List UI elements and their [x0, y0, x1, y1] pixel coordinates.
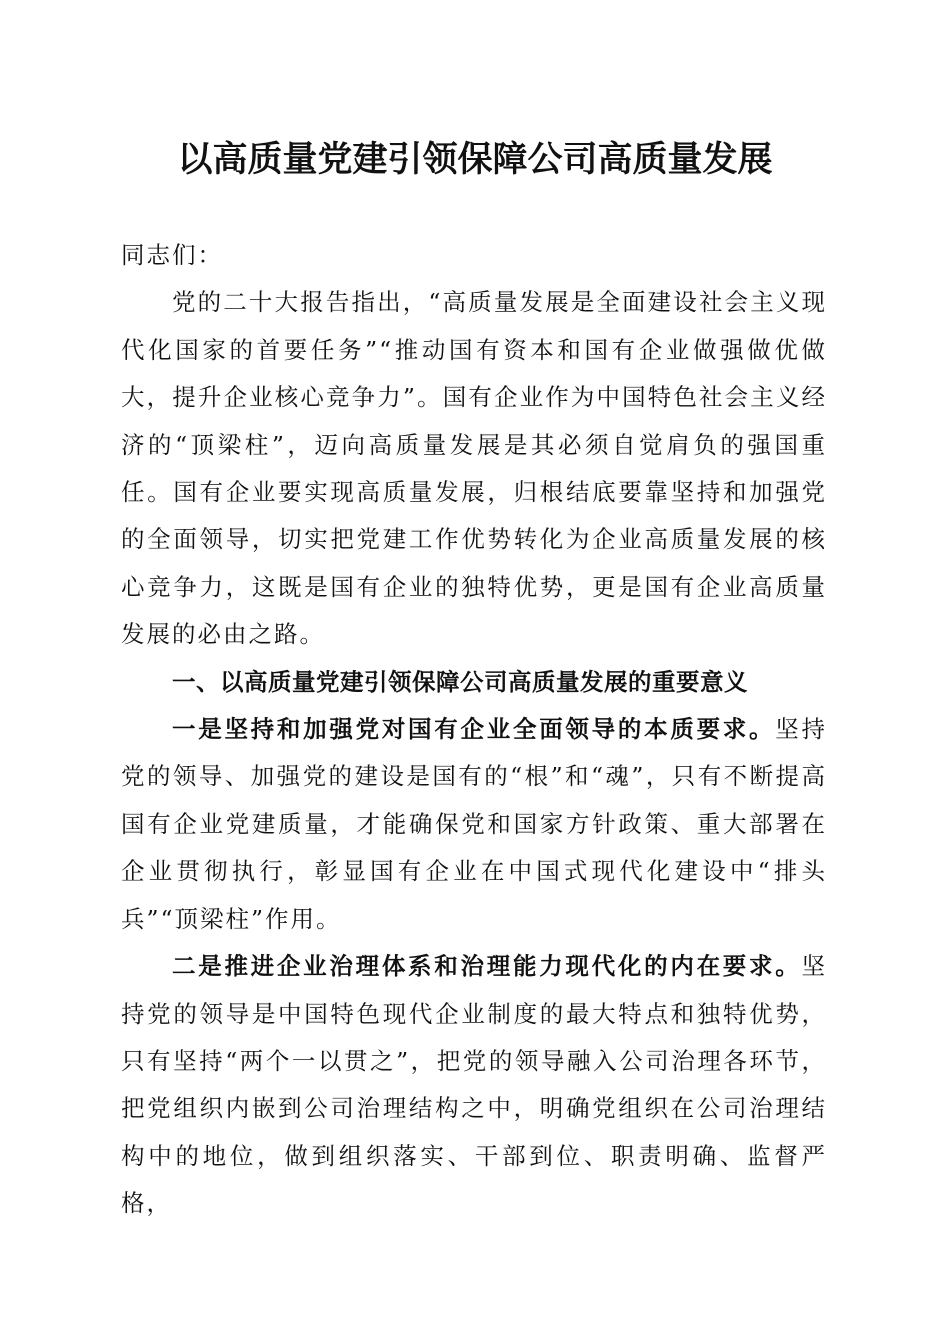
point-paragraph-2: [121, 943, 827, 1227]
document-body: [121, 232, 827, 1228]
point-lead-2: 二是推进企业治理体系和治理能力现代化的内在要求。: [172, 952, 802, 981]
point-body-1: 坚持党的领导、加强党的建设是国有的“根”和“魂”，只有不断提高国有企业党建质量，才能确保党和国家方针政策、重大部署在企业贯彻执行，彰显国有企业在中国式现代化建设中“排头兵”“顶梁柱”作用。: [121, 715, 828, 933]
section-heading-1: 一、以高质量党建引领保障公司高质量发展的重要意义: [172, 667, 748, 696]
intro-paragraph: 党的二十大报告指出，“高质量发展是全面建设社会主义现代化国家的首要任务”“推动国有资本和国有企业做强做优做大，提升企业核心竞争力”。国有企业作为中国特色社会主义经济的“顶梁柱”，迈向高质量发展是其必须自觉肩负的强国重任。国有企业要实现高质量发展，归根结底要靠坚持和加强党的全面领导，切实把党建工作优势转化为企业高质量发展的核心竞争力，这既是国有企业的独特优势，更是国有企业高质量发展的必由之路。: [121, 288, 827, 649]
point-body-2: 坚持党的领导是中国特色现代企业制度的最大特点和独特优势，只有坚持“两个一以贯之”，把党的领导融入公司治理各环节，把党组织内嵌到公司治理结构之中，明确党组织在公司治理结构中的地位，做到组织落实、干部到位、职责明确、监督严格，: [121, 952, 827, 1218]
point-lead-1: 一是坚持和加强党对国有企业全面领导的本质要求。: [172, 715, 776, 744]
point-paragraph-1: [121, 706, 827, 943]
document-title: 以高质量党建引领保障公司高质量发展: [177, 139, 773, 180]
salutation: 同志们：: [121, 241, 223, 269]
